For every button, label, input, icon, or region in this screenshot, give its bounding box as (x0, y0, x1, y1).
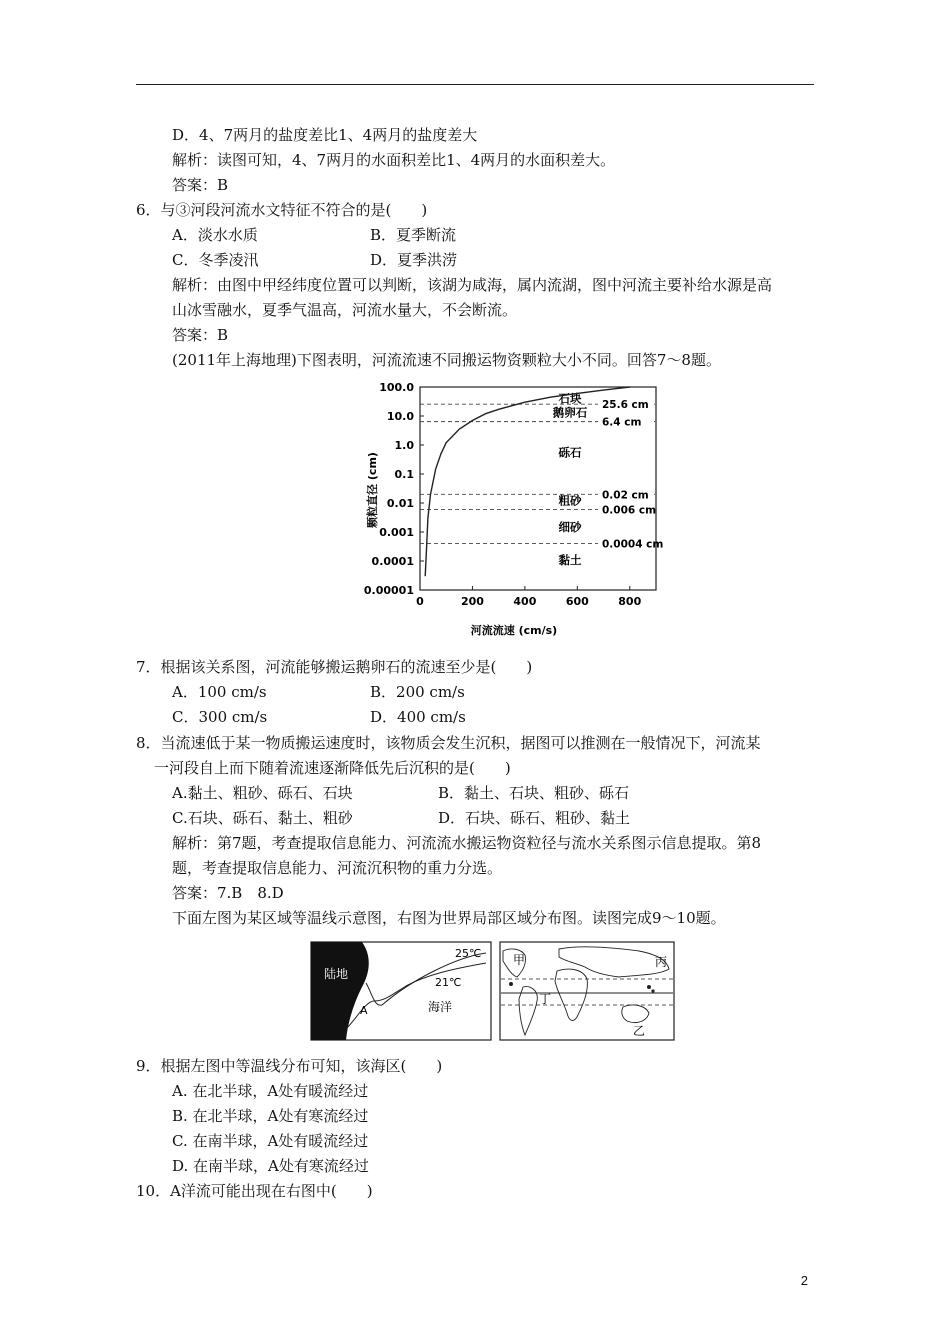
q8-option-b: B．黏土、石块、粗砂、砾石 (438, 784, 630, 802)
q9-option-b: B. 在北半球，A处有寒流经过 (172, 1107, 369, 1125)
marker-bing (647, 985, 651, 989)
q8-stem-line1: 8．当流速低于某一物质搬运速度时，该物质会发生沉积，据图可以推测在一般情况下，河流某 (136, 734, 761, 752)
q7-option-c: C．300 cm/s (172, 708, 268, 726)
q9-option-d: D. 在南半球，A处有寒流经过 (172, 1157, 369, 1175)
zone-label: 黏土 (558, 552, 582, 567)
point-a-label: A (360, 1004, 368, 1017)
y-tick-label: 0.0001 (371, 555, 414, 568)
x-tick-label: 0 (416, 595, 424, 608)
threshold-label: 25.6 cm (602, 399, 649, 412)
x-tick-label: 600 (565, 595, 589, 608)
marker-bing-2 (651, 989, 654, 992)
q6-stem: 6．与③河段河流水文特征不符合的是( ) (136, 201, 428, 219)
q78-analysis-line1: 解析：第7题，考查提取信息能力、河流流水搬运物资粒径与流水关系图示信息提取。第8 (172, 834, 762, 852)
chart-ylabel: 颗粒直径 (cm) (366, 452, 379, 528)
q6-analysis-line1: 解析：由图中甲经纬度位置可以判断，该湖为咸海，属内流湖，图中河流主要补给水源是高 (172, 276, 773, 294)
header-rule (136, 84, 814, 85)
q8-option-c: C.石块、砾石、黏土、粗砂 (172, 809, 353, 827)
chart-xlabel: 河流流速 (cm/s) (470, 624, 558, 637)
threshold-label: 0.02 cm (602, 489, 649, 502)
x-tick-label: 200 (460, 595, 484, 608)
q8-option-a: A.黏土、粗砂、砾石、石块 (172, 784, 353, 802)
label-ding: 丁 (539, 992, 552, 1006)
q9-option-a: A. 在北半球，A处有暖流经过 (172, 1082, 369, 1100)
q9-stem: 9．根据左图中等温线分布可知，该海区( ) (136, 1057, 443, 1075)
threshold-label: 6.4 cm (602, 416, 642, 429)
label-bing: 丙 (655, 955, 668, 969)
x-tick-label: 400 (513, 595, 537, 608)
threshold-label: 0.006 cm (602, 504, 657, 517)
y-tick-label: 0.1 (394, 468, 414, 481)
y-tick-label: 10.0 (386, 410, 414, 423)
x-tick-label: 800 (618, 595, 642, 608)
q6-option-a: A．淡水水质 (172, 226, 258, 244)
threshold-label: 0.0004 cm (602, 538, 664, 551)
q8-option-d: D．石块、砾石、粗砂、黏土 (438, 809, 631, 827)
q910-intro: 下面左图为某区域等温线示意图，右图为世界局部区域分布图。读图完成9～10题。 (172, 909, 726, 927)
q7-option-b: B．200 cm/s (370, 683, 465, 701)
zone-label: 砾石 (558, 445, 582, 460)
q7-option-d: D．400 cm/s (370, 708, 466, 726)
q78-analysis-line2: 题，考查提取信息能力、河流沉积物的重力分选。 (172, 859, 503, 877)
y-tick-label: 0.01 (386, 497, 414, 510)
label-yi: 乙 (633, 1024, 646, 1038)
q5-analysis: 解析：读图可知，4、7两月的水面积差比1、4两月的水面积差大。 (172, 151, 616, 169)
isotherm-25-label: 25℃ (455, 947, 482, 960)
q6-option-c: C．冬季凌汛 (172, 251, 259, 269)
q6-answer: 答案：B (172, 326, 229, 344)
land-label: 陆地 (324, 967, 349, 981)
y-tick-label: 1.0 (394, 439, 414, 452)
q10-stem: 10．A洋流可能出现在右图中( ) (136, 1182, 373, 1200)
marker-jia (509, 982, 513, 986)
q9-option-c: C. 在南半球，A处有暖流经过 (172, 1132, 369, 1150)
q6-analysis-line2: 山冰雪融水，夏季气温高，河流水量大，不会断流。 (172, 301, 518, 319)
q6-option-b: B．夏季断流 (370, 226, 457, 244)
zone-label: 石块 (558, 391, 582, 406)
q6-option-d: D．夏季洪涝 (370, 251, 458, 269)
q78-answer: 答案：7.B 8.D (172, 884, 284, 902)
zone-label: 粗砂 (558, 493, 582, 508)
q7-stem: 7．根据该关系图，河流能够搬运鹅卵石的流速至少是( ) (136, 658, 533, 676)
isotherm-figure (310, 941, 492, 1041)
q8-stem-line2: 一河段自上而下随着流速逐渐降低先后沉积的是( ) (154, 759, 511, 777)
isotherm-21-label: 21℃ (435, 976, 462, 989)
zone-label: 鹅卵石 (552, 405, 588, 420)
ocean-label: 海洋 (428, 1000, 453, 1014)
label-jia: 甲 (513, 953, 526, 967)
flow-velocity-chart (350, 372, 670, 642)
y-tick-label: 100.0 (379, 381, 414, 394)
q78-intro: (2011年上海地理)下图表明，河流流速不同搬运物资颗粒大小不同。回答7～8题。 (172, 351, 721, 369)
y-tick-label: 0.001 (379, 526, 414, 539)
q5-answer: 答案：B (172, 176, 229, 194)
page-number: 2 (800, 1273, 808, 1288)
world-map-figure (499, 941, 675, 1041)
y-tick-label: 0.00001 (363, 584, 414, 597)
zone-label: 细砂 (558, 519, 582, 534)
q7-option-a: A．100 cm/s (172, 683, 267, 701)
q5-option-d: D．4、7两月的盐度差比1、4两月的盐度差大 (172, 126, 478, 144)
